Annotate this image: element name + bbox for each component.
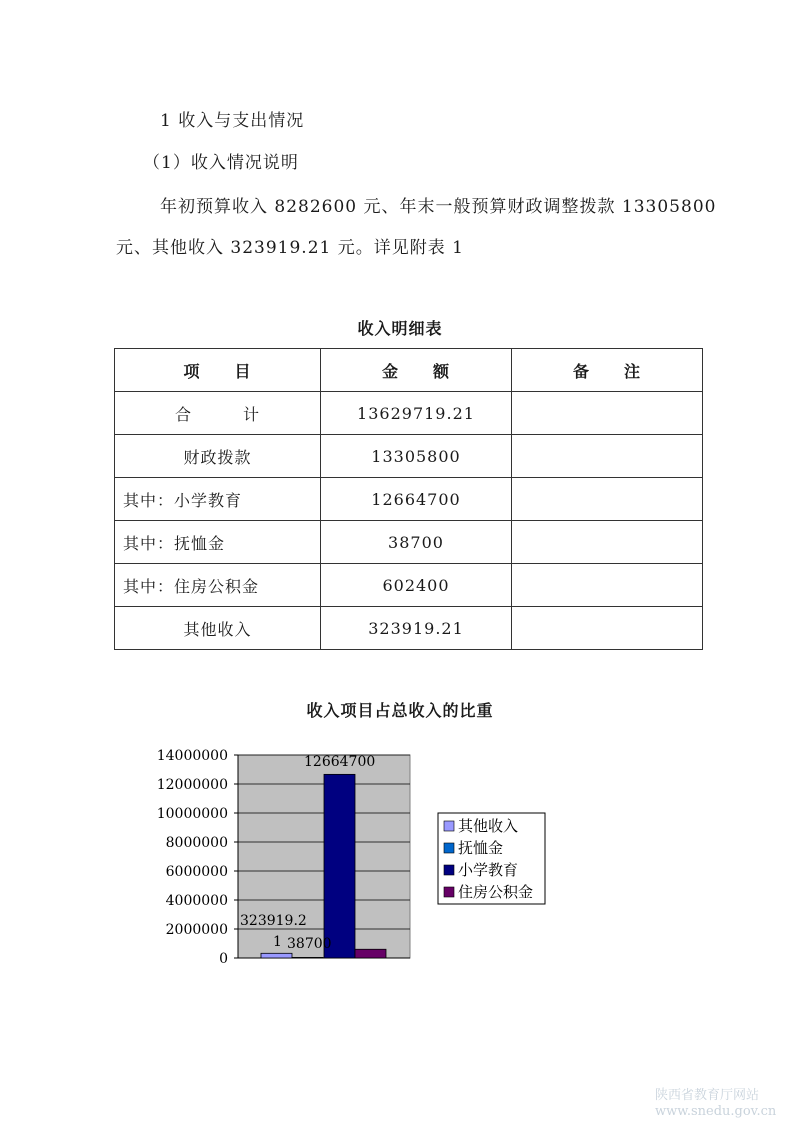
data-label-other-income-cont: 1	[273, 934, 282, 950]
legend-label: 小学教育	[458, 861, 519, 879]
subsection-heading: （1）收入情况说明	[143, 153, 299, 173]
income-description-line-2: 元、其他收入 323919.21 元。详见附表 1	[116, 238, 464, 258]
section-heading: 1 收入与支出情况	[160, 111, 305, 131]
y-tick-label: 12000000	[156, 777, 228, 793]
y-tick-label: 8000000	[165, 835, 228, 851]
row-amount: 13629719.21	[321, 392, 512, 435]
legend-swatch	[444, 843, 454, 853]
row-amount: 38700	[321, 521, 512, 564]
row-item: 合 计	[115, 392, 321, 435]
y-tick-label: 14000000	[156, 748, 228, 764]
watermark-site-url: www.snedu.gov.cn	[655, 1104, 777, 1119]
income-description-line-1: 年初预算收入 8282600 元、年末一般预算财政调整拨款 13305800	[160, 197, 717, 217]
header-amount: 金 额	[321, 349, 512, 392]
legend-label: 住房公积金	[458, 883, 534, 901]
legend-swatch	[444, 865, 454, 875]
header-note: 备 注	[512, 349, 703, 392]
bar-3	[324, 774, 355, 958]
row-item: 其中：抚恤金	[115, 521, 321, 564]
row-item: 其中：小学教育	[115, 478, 321, 521]
data-label-other-income: 323919.2	[240, 913, 307, 929]
y-tick-label: 10000000	[156, 806, 228, 822]
legend-label: 其他收入	[458, 817, 519, 835]
site-watermark	[655, 1088, 776, 1120]
bar-4	[355, 949, 386, 958]
legend-swatch	[444, 887, 454, 897]
row-amount: 602400	[321, 564, 512, 607]
chart-title: 收入项目占总收入的比重	[306, 701, 494, 720]
bar-2	[292, 957, 323, 958]
row-item: 其中：住房公积金	[115, 564, 321, 607]
row-amount: 12664700	[321, 478, 512, 521]
row-amount: 13305800	[321, 435, 512, 478]
row-item: 其他收入	[115, 607, 321, 650]
header-item: 项 目	[115, 349, 321, 392]
data-label-pension: 38700	[287, 936, 332, 952]
bar-1	[261, 953, 292, 958]
y-tick-label: 0	[219, 951, 228, 967]
y-tick-label: 2000000	[165, 922, 228, 938]
data-label-primary-education: 12664700	[304, 754, 376, 770]
table-title: 收入明细表	[357, 319, 443, 338]
row-item: 财政拨款	[115, 435, 321, 478]
y-tick-label: 6000000	[165, 864, 228, 880]
y-tick-label: 4000000	[165, 893, 228, 909]
legend-swatch	[444, 821, 454, 831]
row-amount: 323919.21	[321, 607, 512, 650]
watermark-site-name: 陕西省教育厅网站	[655, 1088, 760, 1103]
legend-label: 抚恤金	[458, 839, 504, 857]
